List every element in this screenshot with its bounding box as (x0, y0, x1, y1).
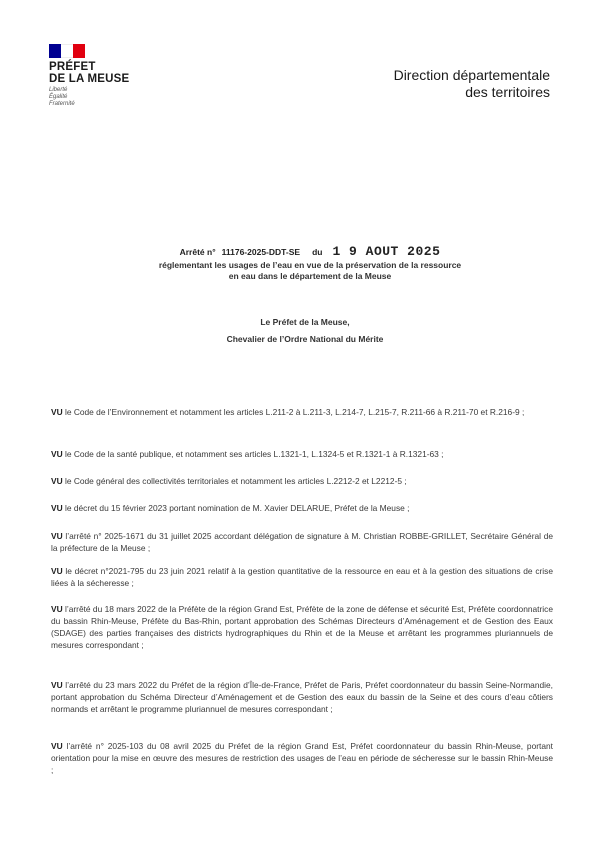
vu-lead: VU (51, 476, 63, 486)
vu-item-3 (51, 475, 553, 487)
department-line-1: Direction départementale (393, 67, 550, 83)
decree-date-prefix: du (312, 247, 323, 257)
vu-lead: VU (51, 604, 63, 614)
motto-fraternite: Fraternité (49, 101, 75, 107)
vu-text: le Code général des collectivités territoriales et notamment les articles L.2212-2 et L2212-5 ; (64, 476, 407, 486)
vu-text: l’arrêté n° 2025-1671 du 31 juillet 2025 accordant délégation de signature à M. Christian ROBBE-GRILLET, Secrétaire Général de la préfecture de la Meuse ; (51, 531, 554, 553)
vu-lead: VU (51, 407, 63, 417)
decree-subject-line-1: réglementant les usages de l’eau en vue de la préservation de la ressource (158, 260, 462, 270)
vu-lead: VU (51, 680, 63, 690)
motto-liberte: Liberté (49, 87, 68, 93)
department-name (394, 67, 550, 101)
logo-line-1: PRÉFET (49, 61, 96, 73)
prefet-block (150, 314, 460, 348)
vu-text: l’arrêté du 23 mars 2022 du Préfet de la région d’Île-de-France, Préfet de Paris, Préfet coordonnateur du bassin Seine-Normandie, portant approbation du Schéma Directeur d’Aménagement et de Gestion des eaux du bassin de la Seine et des cours d’eau côtiers normands et arrêtant le programme pluriannuel de mesures correspondant ; (51, 680, 554, 714)
vu-item-2 (51, 448, 553, 460)
vu-item-6 (51, 565, 553, 589)
marianne-flag-icon (49, 44, 85, 58)
vu-lead: VU (51, 531, 63, 541)
prefet-title: Chevalier de l’Ordre National du Mérite (226, 334, 384, 344)
decree-prefix: Arrêté n° (179, 247, 216, 257)
vu-item-7 (51, 603, 553, 651)
decree-number-line (80, 244, 540, 259)
vu-lead: VU (51, 566, 63, 576)
decree-subject (80, 260, 540, 282)
logo-line-2: DE LA MEUSE (49, 73, 130, 85)
decree-number: 11176-2025-DDT-SE (221, 247, 301, 257)
vu-lead: VU (51, 449, 63, 459)
vu-text: le décret du 15 février 2023 portant nomination de M. Xavier DELARUE, Préfet de la Meuse ; (64, 503, 410, 513)
decree-subject-line-2: en eau dans le département de la Meuse (228, 271, 392, 281)
vu-item-8 (51, 679, 553, 715)
vu-item-9 (51, 740, 553, 776)
prefet-name: Le Préfet de la Meuse, (260, 317, 350, 327)
logo-title (49, 61, 129, 85)
vu-text: le Code de l’Environnement et notamment les articles L.211-2 à L.211-3, L.214-7, L.215-7, R.211-66 à R.211-70 et R.216-9 ; (64, 407, 525, 417)
prefecture-logo (49, 44, 129, 108)
motto-egalite: Égalité (49, 94, 68, 100)
vu-item-5 (51, 530, 553, 554)
vu-item-1 (51, 406, 553, 418)
vu-item-4 (51, 502, 553, 514)
department-line-2: des territoires (465, 84, 550, 100)
vu-lead: VU (51, 741, 63, 751)
vu-text: l’arrêté du 18 mars 2022 de la Préfète de la région Grand Est, Préfète de la zone de défense et sécurité Est, Préfète coordonnatrice du bassin Rhin-Meuse, Préfète du Bas-Rhin, portant approbation des Schémas Directeurs d’Aménagement et de Gestion des Eaux (SDAGE) des parties françaises des districts hydrographiques du Rhin et de la Meuse et arrêtant les programmes pluriannuels de mesures correspondant ; (51, 604, 554, 650)
vu-lead: VU (51, 503, 63, 513)
decree-title (80, 244, 540, 282)
vu-text: l’arrêté n° 2025-103 du 08 avril 2025 du Préfet de la région Grand Est, Préfet coordonnateur du bassin Rhin-Meuse, portant orientation pour la mise en œuvre des mesures de restriction des usages de l’eau en période de sécheresse sur le bassin Rhin-Meuse ; (51, 741, 553, 775)
vu-text: le Code de la santé publique, et notamment ses articles L.1321-1, L.1324-5 et R.1321-1 à R.1321-63 ; (64, 449, 444, 459)
decree-date-stamp: 1 9 AOUT 2025 (332, 244, 441, 259)
vu-text: le décret n°2021-795 du 23 juin 2021 relatif à la gestion quantitative de la ressource en eau et à la gestion des situations de crise liées à la sécheresse ; (51, 566, 554, 588)
republic-motto (49, 87, 129, 108)
